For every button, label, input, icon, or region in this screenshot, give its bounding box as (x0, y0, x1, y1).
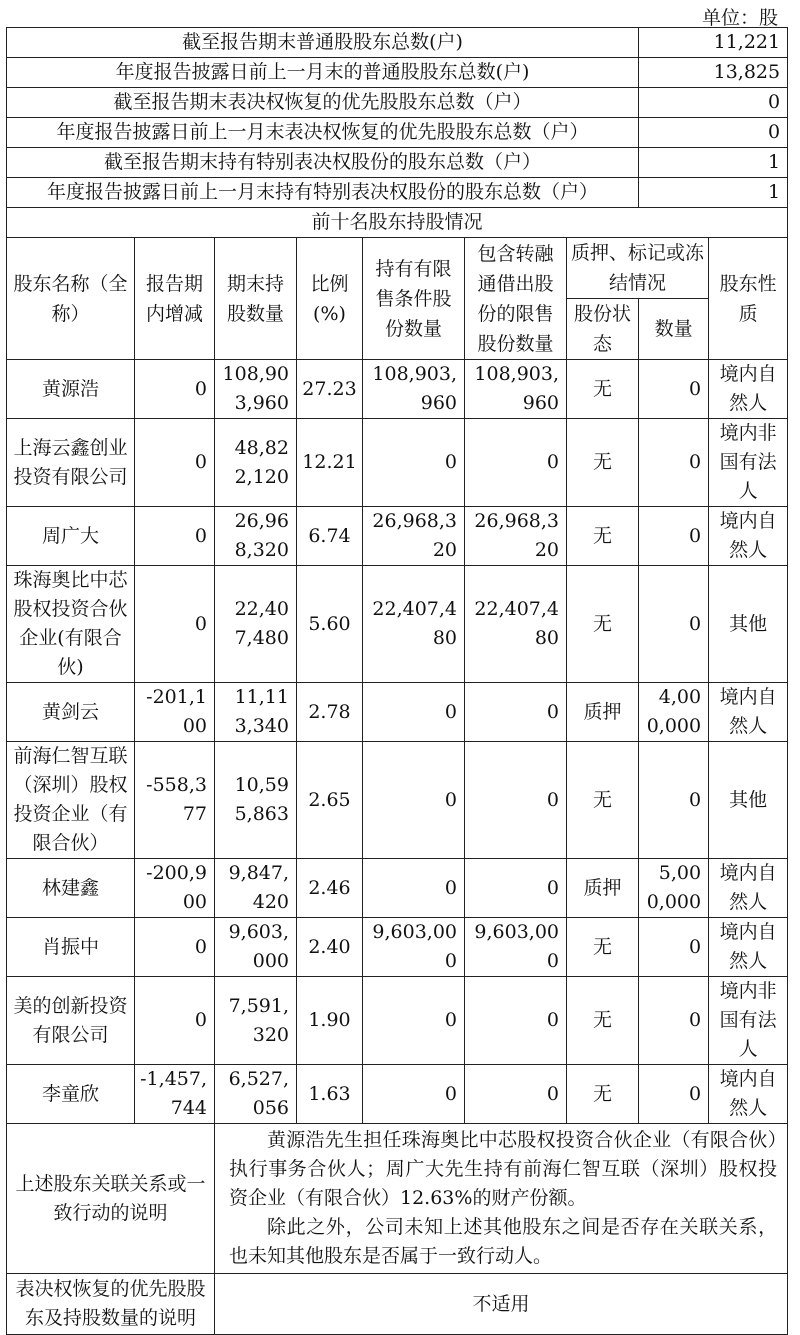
holder-pledge-qty: 0 (639, 566, 709, 683)
header-change: 报告期内增减 (135, 238, 215, 360)
summary-value: 0 (639, 88, 788, 118)
holder-name: 黄剑云 (7, 683, 135, 742)
holder-restricted: 0 (363, 977, 465, 1065)
holder-change: -1,457,744 (135, 1065, 215, 1124)
holder-lent: 9,603,000 (465, 918, 567, 977)
section-title-row (7, 208, 788, 238)
header-restricted: 持有有限售条件股份数量 (363, 238, 465, 360)
unit-label: 单位：股 (701, 7, 778, 29)
holder-pledge-status: 质押 (567, 683, 639, 742)
holder-restricted: 0 (363, 419, 465, 507)
table-row (7, 507, 788, 566)
holder-pledge-qty: 4,000,000 (639, 683, 709, 742)
holder-change: 0 (135, 419, 215, 507)
holder-ratio: 2.46 (297, 859, 363, 918)
holder-change: 0 (135, 918, 215, 977)
holder-nature: 境内非国有法人 (709, 419, 788, 507)
section-title: 前十名股东持股情况 (7, 208, 788, 238)
summary-label: 截至报告期末持有特别表决权股份的股东总数（户） (7, 148, 639, 178)
table-row (7, 566, 788, 683)
holder-end-shares: 48,822,120 (215, 419, 297, 507)
holder-nature: 境内自然人 (709, 683, 788, 742)
holder-change: 0 (135, 507, 215, 566)
table-row (7, 419, 788, 507)
holder-name: 林建鑫 (7, 859, 135, 918)
holder-rows (7, 360, 788, 1124)
holder-lent: 0 (465, 419, 567, 507)
holder-change: -200,900 (135, 859, 215, 918)
holder-name: 黄源浩 (7, 360, 135, 419)
holder-restricted: 0 (363, 742, 465, 859)
holder-pledge-qty: 0 (639, 977, 709, 1065)
holder-lent: 0 (465, 859, 567, 918)
holder-end-shares: 9,603,000 (215, 918, 297, 977)
holder-nature: 境内自然人 (709, 360, 788, 419)
header-row (7, 238, 788, 299)
summary-label: 年度报告披露日前上一月末持有特别表决权股份的股东总数（户） (7, 178, 639, 208)
relation-row (7, 1124, 788, 1274)
holder-name: 前海仁智互联（深圳）股权投资企业（有限合伙） (7, 742, 135, 859)
holder-restricted: 0 (363, 1065, 465, 1124)
holder-end-shares: 9,847,420 (215, 859, 297, 918)
holder-end-shares: 7,591,320 (215, 977, 297, 1065)
summary-row (7, 28, 788, 58)
holder-ratio: 5.60 (297, 566, 363, 683)
holder-restricted: 22,407,480 (363, 566, 465, 683)
summary-value: 11,221 (639, 28, 788, 58)
holder-change: 0 (135, 977, 215, 1065)
holder-name: 美的创新投资有限公司 (7, 977, 135, 1065)
header-lent: 包含转融通借出股份的限售股份数量 (465, 238, 567, 360)
summary-row (7, 118, 788, 148)
header-pledge-status: 股份状态 (567, 299, 639, 360)
holder-end-shares: 11,113,340 (215, 683, 297, 742)
preferred-label: 表决权恢复的优先股股东及持股数量的说明 (7, 1274, 215, 1335)
holder-pledge-qty: 0 (639, 360, 709, 419)
summary-row (7, 88, 788, 118)
holder-nature: 境内自然人 (709, 859, 788, 918)
holder-restricted: 9,603,000 (363, 918, 465, 977)
holder-ratio: 2.78 (297, 683, 363, 742)
holder-restricted: 0 (363, 859, 465, 918)
header-pledge-group: 质押、标记或冻结情况 (567, 238, 709, 299)
holder-lent: 0 (465, 742, 567, 859)
preferred-row (7, 1274, 788, 1335)
preferred-value: 不适用 (215, 1274, 788, 1335)
holder-name: 上海云鑫创业投资有限公司 (7, 419, 135, 507)
relation-para-2: 除此之外，公司未知上述其他股东之间是否存在关联关系，也未知其他股东是否属于一致行动人。 (229, 1216, 778, 1267)
holder-nature: 境内自然人 (709, 918, 788, 977)
header-nature: 股东性质 (709, 238, 788, 360)
holder-nature: 其他 (709, 742, 788, 859)
holder-nature: 其他 (709, 566, 788, 683)
summary-value: 13,825 (639, 58, 788, 88)
header-ratio: 比例(%) (297, 238, 363, 360)
holder-pledge-status: 无 (567, 977, 639, 1065)
holder-pledge-status: 无 (567, 742, 639, 859)
holder-ratio: 12.21 (297, 419, 363, 507)
holder-lent: 0 (465, 1065, 567, 1124)
summary-label: 截至报告期末表决权恢复的优先股股东总数（户） (7, 88, 639, 118)
holder-change: -558,377 (135, 742, 215, 859)
holder-lent: 22,407,480 (465, 566, 567, 683)
holder-pledge-qty: 0 (639, 1065, 709, 1124)
holder-name: 珠海奥比中芯股权投资合伙企业(有限合伙) (7, 566, 135, 683)
holder-change: 0 (135, 566, 215, 683)
summary-value: 1 (639, 148, 788, 178)
summary-label: 截至报告期末普通股股东总数(户) (7, 28, 639, 58)
holder-restricted: 0 (363, 683, 465, 742)
table-row (7, 918, 788, 977)
holder-nature: 境内非国有法人 (709, 977, 788, 1065)
table-row (7, 859, 788, 918)
holder-name: 周广大 (7, 507, 135, 566)
holder-ratio: 2.65 (297, 742, 363, 859)
table-row (7, 683, 788, 742)
holder-pledge-status: 无 (567, 566, 639, 683)
holder-pledge-status: 无 (567, 918, 639, 977)
holder-ratio: 1.63 (297, 1065, 363, 1124)
holder-nature: 境内自然人 (709, 1065, 788, 1124)
holder-ratio: 2.40 (297, 918, 363, 977)
holder-restricted: 108,903,960 (363, 360, 465, 419)
holder-ratio: 6.74 (297, 507, 363, 566)
holder-pledge-status: 无 (567, 419, 639, 507)
holder-restricted: 26,968,320 (363, 507, 465, 566)
holder-nature: 境内自然人 (709, 507, 788, 566)
holder-change: 0 (135, 360, 215, 419)
header-end-shares: 期末持股数量 (215, 238, 297, 360)
header-name: 股东名称（全称） (7, 238, 135, 360)
relation-label: 上述股东关联关系或一致行动的说明 (7, 1124, 215, 1274)
holder-pledge-qty: 0 (639, 742, 709, 859)
summary-label: 年度报告披露日前上一月末表决权恢复的优先股股东总数（户） (7, 118, 639, 148)
table-row (7, 1065, 788, 1124)
holder-end-shares: 108,903,960 (215, 360, 297, 419)
holder-pledge-qty: 0 (639, 918, 709, 977)
holder-lent: 26,968,320 (465, 507, 567, 566)
holder-pledge-status: 质押 (567, 859, 639, 918)
holder-name: 肖振中 (7, 918, 135, 977)
holder-end-shares: 26,968,320 (215, 507, 297, 566)
table-row (7, 977, 788, 1065)
holder-pledge-status: 无 (567, 507, 639, 566)
holder-pledge-qty: 0 (639, 507, 709, 566)
holder-lent: 108,903,960 (465, 360, 567, 419)
summary-row (7, 148, 788, 178)
header-pledge-qty: 数量 (639, 299, 709, 360)
relation-para-1: 黄源浩先生担任珠海奥比中芯股权投资合伙企业（有限合伙）执行事务合伙人；周广大先生持有前海仁智互联（深圳）股权投资企业（有限合伙）12.63%的财产份额。 (229, 1129, 778, 1209)
summary-value: 1 (639, 178, 788, 208)
holder-end-shares: 10,595,863 (215, 742, 297, 859)
holder-name: 李童欣 (7, 1065, 135, 1124)
holder-pledge-qty: 5,000,000 (639, 859, 709, 918)
holder-end-shares: 6,527,056 (215, 1065, 297, 1124)
relation-note (215, 1124, 788, 1274)
table-row (7, 742, 788, 859)
holder-lent: 0 (465, 683, 567, 742)
holder-end-shares: 22,407,480 (215, 566, 297, 683)
summary-section (7, 28, 788, 208)
shareholder-table (6, 27, 788, 1335)
summary-value: 0 (639, 118, 788, 148)
holder-pledge-status: 无 (567, 360, 639, 419)
holder-pledge-status: 无 (567, 1065, 639, 1124)
holder-change: -201,100 (135, 683, 215, 742)
holder-pledge-qty: 0 (639, 419, 709, 507)
table-row (7, 360, 788, 419)
holder-ratio: 1.90 (297, 977, 363, 1065)
holder-ratio: 27.23 (297, 360, 363, 419)
holder-lent: 0 (465, 977, 567, 1065)
summary-row (7, 178, 788, 208)
summary-label: 年度报告披露日前上一月末的普通股股东总数(户) (7, 58, 639, 88)
summary-row (7, 58, 788, 88)
